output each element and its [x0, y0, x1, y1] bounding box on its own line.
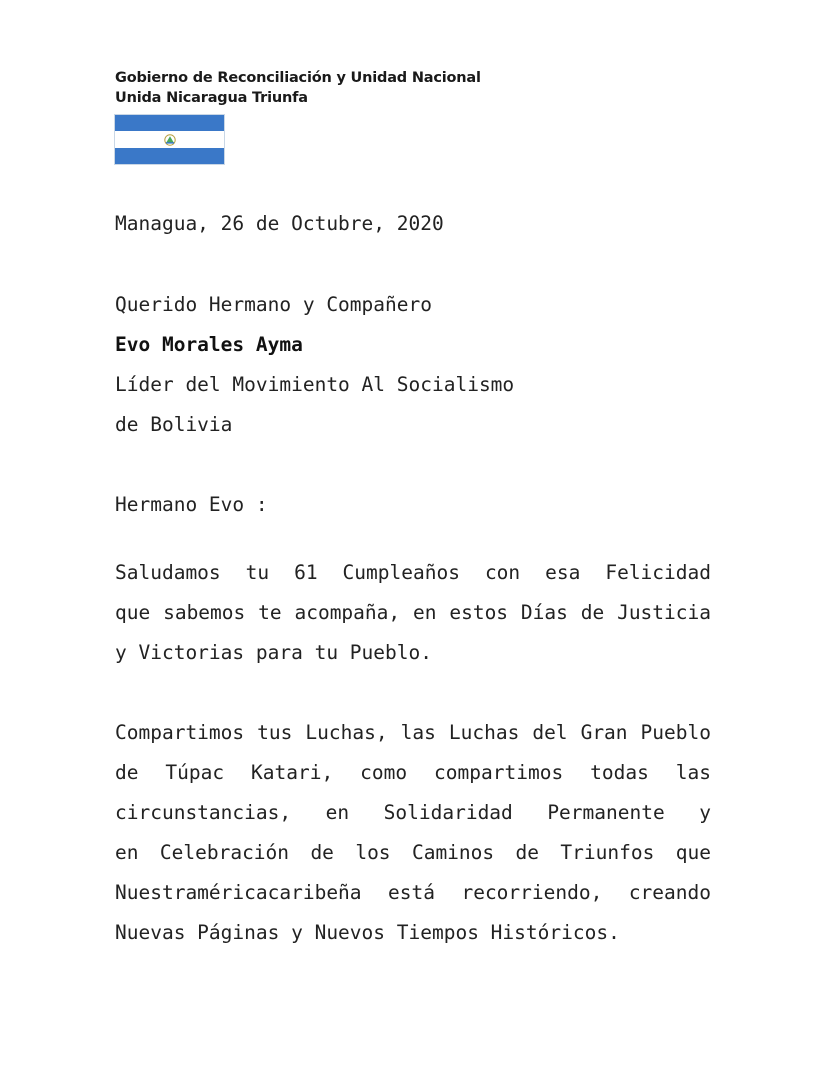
- paragraph-line: circunstancias, en Solidaridad Permanente y: [115, 801, 711, 824]
- date-line: Managua, 26 de Octubre, 2020: [115, 212, 444, 235]
- paragraph-line: Nuevas Páginas y Nuevos Tiempos Históricos.: [115, 921, 620, 944]
- paragraph-line: de Túpac Katari, como compartimos todas las: [115, 761, 711, 784]
- paragraph-line: Nuestraméricacaribeña está recorriendo, creando: [115, 881, 711, 904]
- paragraph-birthday-greeting: [115, 553, 711, 673]
- letterhead-government-name: Gobierno de Reconciliación y Unidad Nacional: [115, 70, 481, 86]
- greeting: Hermano Evo :: [115, 493, 268, 516]
- paragraph-line: que sabemos te acompaña, en estos Días de Justicia: [115, 601, 711, 624]
- recipient-title: Líder del Movimiento Al Socialismo: [115, 373, 515, 396]
- coat-of-arms-icon: [163, 134, 177, 146]
- flag-stripe-bottom: [115, 148, 224, 164]
- nicaragua-flag-icon: [114, 114, 225, 165]
- recipient-name: Evo Morales Ayma: [115, 333, 303, 356]
- letterhead-slogan: Unida Nicaragua Triunfa: [115, 90, 308, 106]
- paragraph-line: y Victorias para tu Pueblo.: [115, 641, 432, 664]
- recipient-country: de Bolivia: [115, 413, 233, 436]
- paragraph-line: Compartimos tus Luchas, las Luchas del Gran Pueblo: [115, 721, 711, 744]
- salutation: Querido Hermano y Compañero: [115, 293, 432, 316]
- paragraph-line: Saludamos tu 61 Cumpleaños con esa Felicidad: [115, 561, 711, 584]
- paragraph-line: en Celebración de los Caminos de Triunfos que: [115, 841, 711, 864]
- paragraph-solidarity: [115, 713, 711, 953]
- flag-stripe-top: [115, 115, 224, 131]
- letterhead: [115, 68, 481, 108]
